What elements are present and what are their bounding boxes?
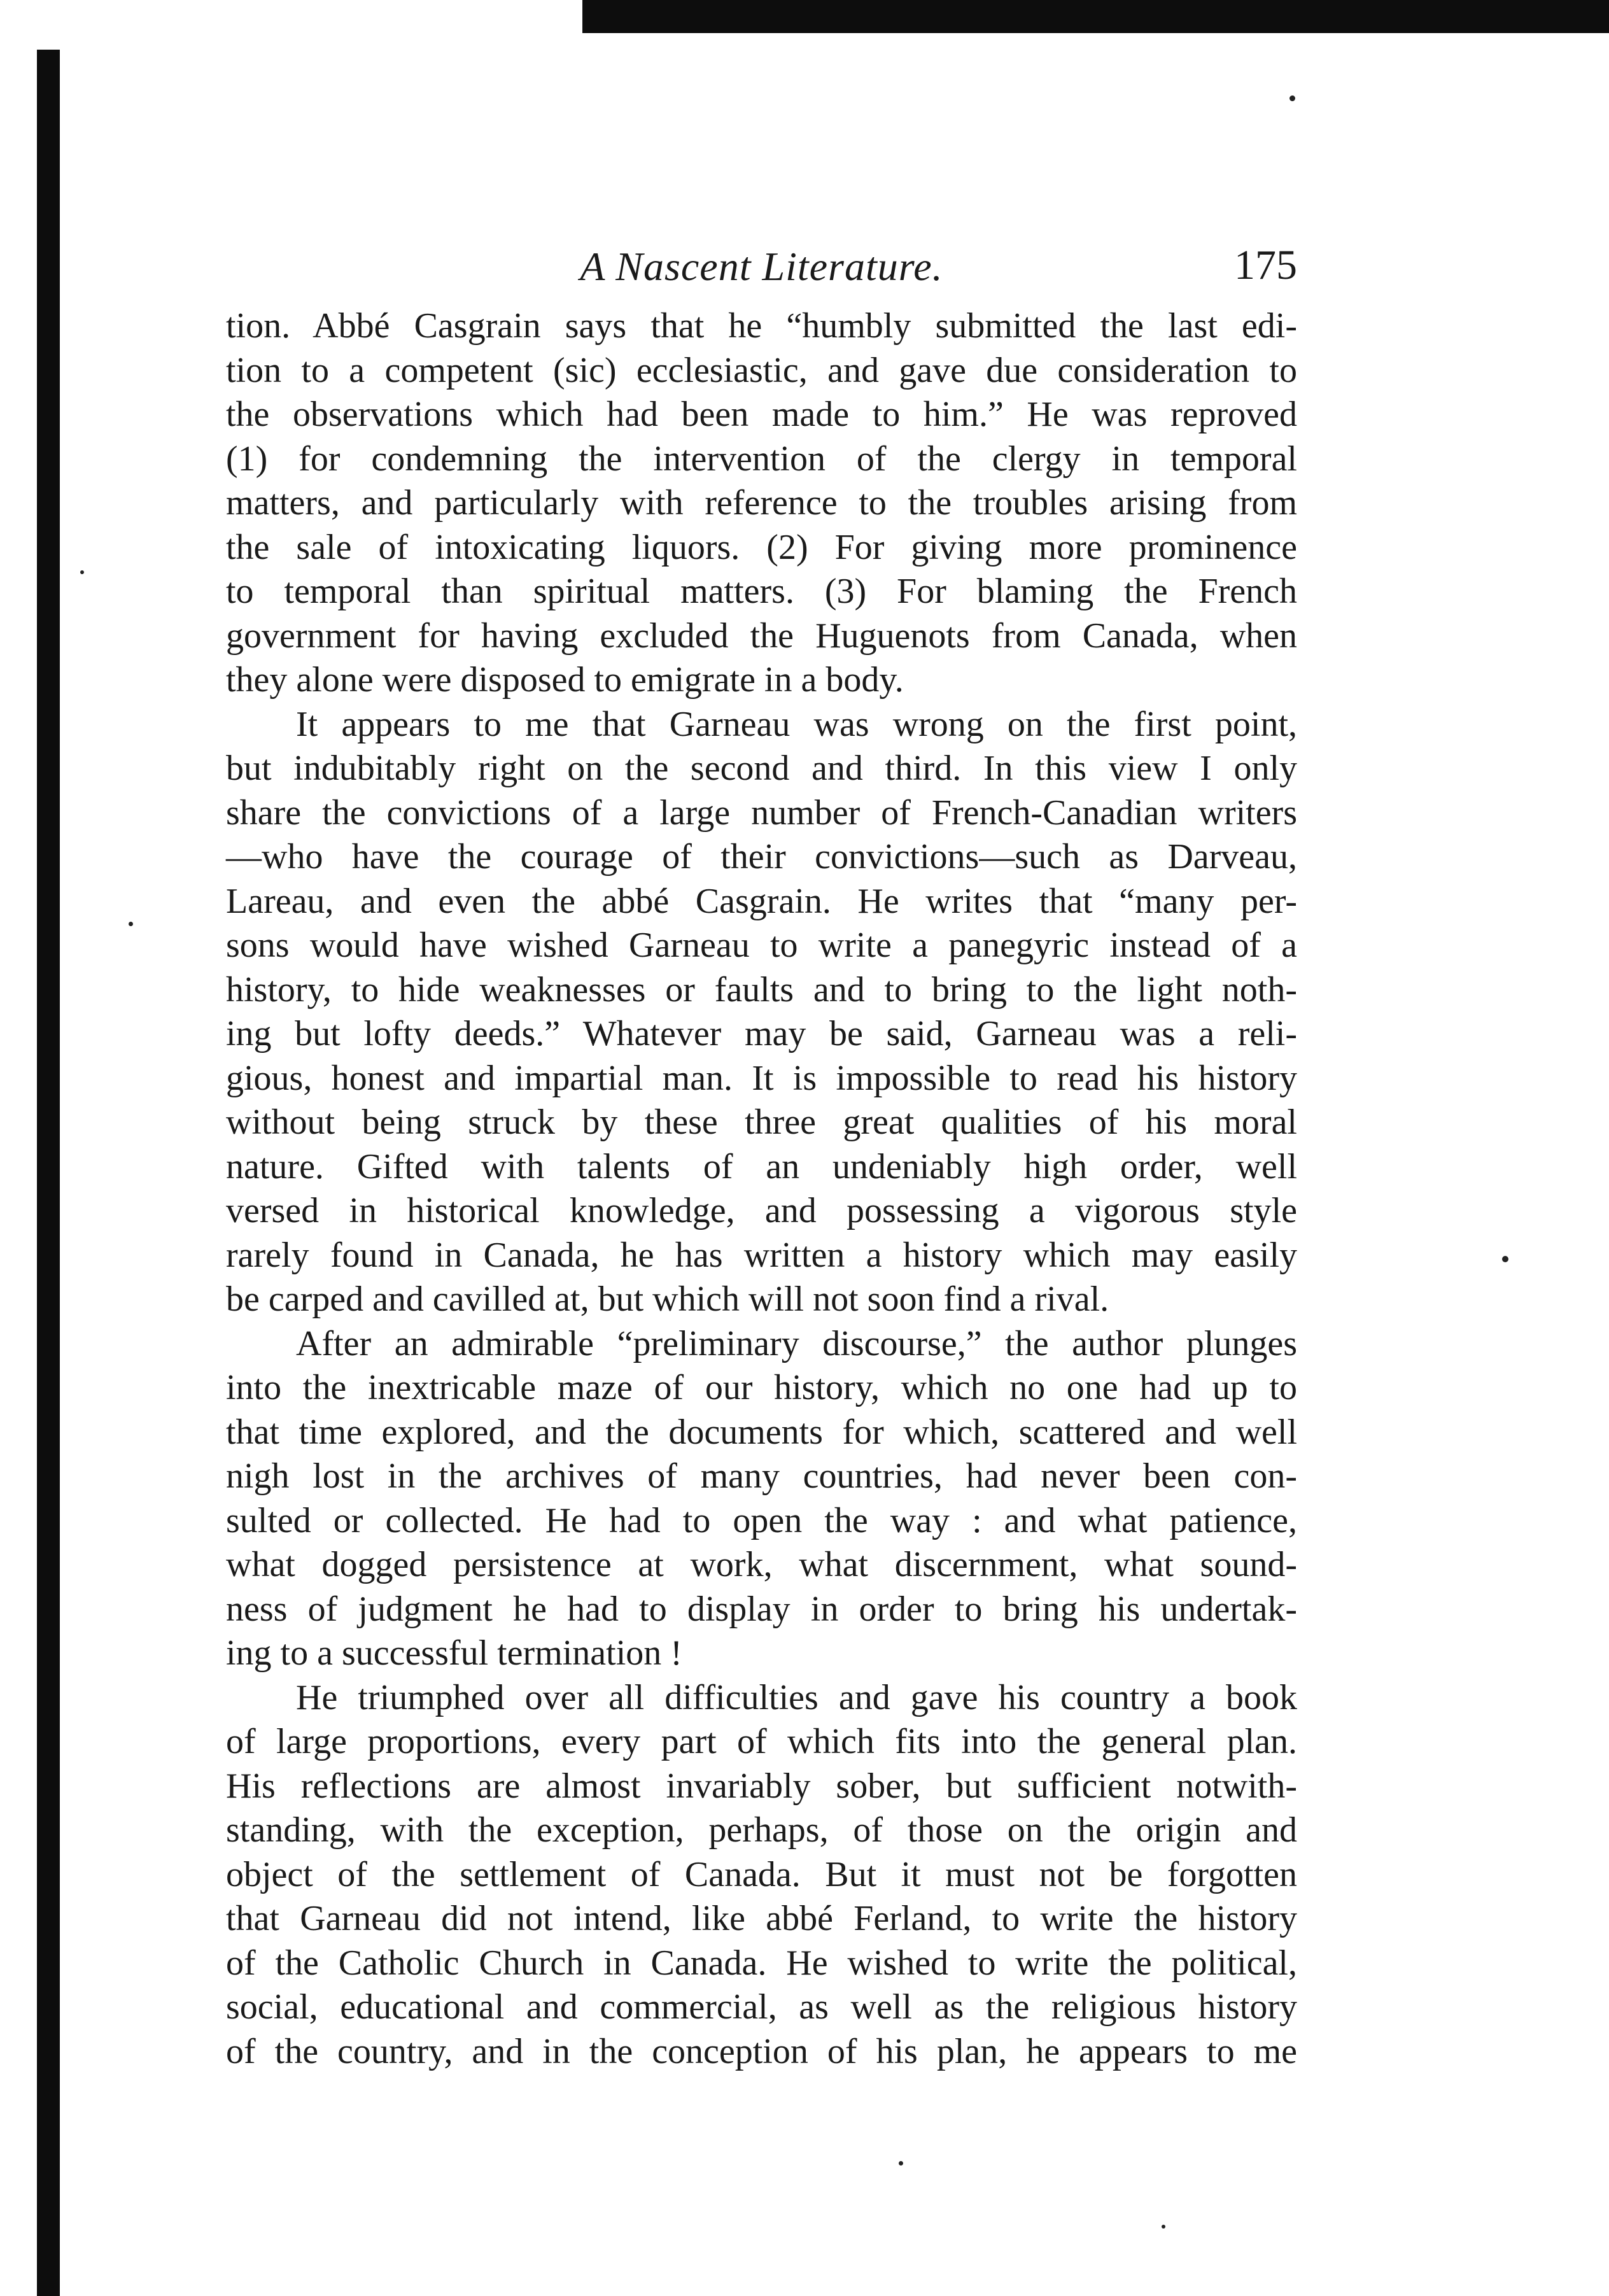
text-line: without being struck by these three great qualities of his moral bbox=[226, 1102, 1297, 1142]
text-line: history, to hide weaknesses or faults and to bring to the light noth- bbox=[226, 969, 1297, 1010]
scan-speck bbox=[129, 922, 133, 926]
text-line: of the Catholic Church in Canada. He wished to write the political, bbox=[226, 1943, 1297, 1983]
text-line: ing but lofty deeds.” Whatever may be said, Garneau was a reli- bbox=[226, 1014, 1297, 1053]
running-title: A Nascent Literature. bbox=[580, 244, 943, 289]
text-line: into the inextricable maze of our history, which no one had up to bbox=[226, 1368, 1297, 1407]
text-line: share the convictions of a large number of French-Canadian writers bbox=[226, 792, 1297, 833]
paragraph bbox=[226, 703, 1297, 1322]
text-line: It appears to me that Garneau was wrong on the first point, bbox=[296, 704, 1297, 744]
text-line: Lareau, and even the abbé Casgrain. He writes that “many per- bbox=[226, 881, 1297, 921]
scan-speck bbox=[80, 570, 84, 574]
text-line: ing to a successful termination ! bbox=[226, 1633, 682, 1673]
paragraph bbox=[226, 1676, 1297, 2074]
page-header bbox=[226, 232, 1297, 296]
scan-border-top bbox=[582, 0, 1609, 33]
text-line: nature. Gifted with talents of an undeniably high order, well bbox=[226, 1146, 1297, 1187]
scan-speck bbox=[899, 2161, 903, 2166]
text-line: that Garneau did not intend, like abbé Ferland, to write the history bbox=[226, 1899, 1297, 1938]
text-line: gious, honest and impartial man. It is impossible to read his history bbox=[226, 1058, 1297, 1098]
body-text bbox=[226, 304, 1297, 2074]
text-line: —who have the courage of their convictions—such as Darveau, bbox=[226, 837, 1297, 877]
text-line: tion. Abbé Casgrain says that he “humbly submitted the last edi- bbox=[226, 306, 1297, 346]
text-line: be carped and cavilled at, but which will not soon find a rival. bbox=[226, 1279, 1109, 1319]
text-line: they alone were disposed to emigrate in a body. bbox=[226, 660, 904, 700]
text-line: versed in historical knowledge, and possessing a vigorous style bbox=[226, 1191, 1297, 1230]
text-line: of large proportions, every part of which fits into the general plan. bbox=[226, 1722, 1297, 1761]
text-line: He triumphed over all difficulties and gave his country a book bbox=[296, 1677, 1297, 1717]
text-line: nigh lost in the archives of many countries, had never been con- bbox=[226, 1456, 1297, 1496]
text-line: His reflections are almost invariably sober, but sufficient notwith- bbox=[226, 1766, 1297, 1806]
text-line: that time explored, and the documents for which, scattered and well bbox=[226, 1412, 1297, 1452]
scan-speck bbox=[1502, 1256, 1508, 1262]
text-line: the sale of intoxicating liquors. (2) For giving more prominence bbox=[226, 527, 1297, 567]
text-line: sulted or collected. He had to open the way : and what patience, bbox=[226, 1500, 1297, 1540]
scan-speck bbox=[1162, 2225, 1165, 2229]
paragraph bbox=[226, 304, 1297, 703]
text-line: government for having excluded the Huguenots from Canada, when bbox=[226, 616, 1297, 656]
text-line: of the country, and in the conception of his plan, he appears to me bbox=[226, 2031, 1297, 2071]
text-line: tion to a competent (sic) ecclesiastic, and gave due consideration to bbox=[226, 350, 1297, 390]
text-line: rarely found in Canada, he has written a history which may easily bbox=[226, 1235, 1297, 1275]
text-line: matters, and particularly with reference to the troubles arising from bbox=[226, 483, 1297, 523]
text-line: standing, with the exception, perhaps, of those on the origin and bbox=[226, 1810, 1297, 1850]
text-line: ness of judgment he had to display in order to bring his undertak- bbox=[226, 1589, 1297, 1629]
scan-border-left bbox=[37, 50, 60, 2296]
paragraph bbox=[226, 1322, 1297, 1676]
text-line: social, educational and commercial, as well as the religious history bbox=[226, 1987, 1297, 2027]
scan-speck bbox=[1289, 95, 1295, 101]
text-line: object of the settlement of Canada. But it must not be forgotten bbox=[226, 1854, 1297, 1894]
text-line: but indubitably right on the second and third. In this view I only bbox=[226, 749, 1297, 788]
text-line: the observations which had been made to him.” He was reproved bbox=[226, 395, 1297, 434]
page-number: 175 bbox=[1234, 242, 1297, 288]
text-line: After an admirable “preliminary discourse,” the author plunges bbox=[296, 1323, 1297, 1363]
text-line: (1) for condemning the intervention of the clergy in temporal bbox=[226, 439, 1297, 479]
text-line: what dogged persistence at work, what discernment, what sound- bbox=[226, 1545, 1297, 1584]
text-line: to temporal than spiritual matters. (3) For blaming the French bbox=[226, 572, 1297, 611]
text-line: sons would have wished Garneau to write a panegyric instead of a bbox=[226, 926, 1297, 965]
